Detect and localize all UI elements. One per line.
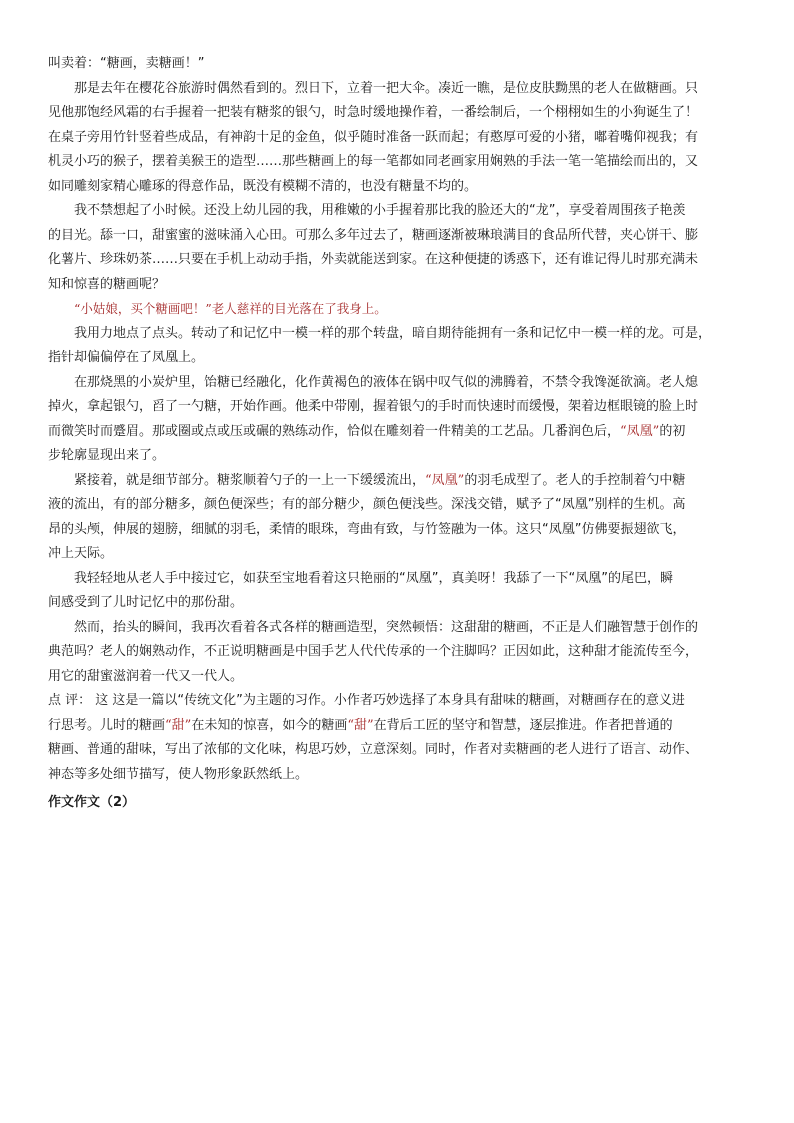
text-line: 步轮廓显现出来了。: [48, 448, 166, 463]
document-page: [48, 52, 754, 816]
commentary-line: 糖画、普通的甜味，写出了浓郁的文化味，构思巧妙，立意深刻。同时，作者对卖糖画的老人进行了语言、动作、: [48, 742, 699, 757]
text-line: 我不禁想起了小时候。还没上幼儿园的我，用稚嫩的小手握着那比我的脸还大的“龙”，享受着周围孩子艳羡: [74, 203, 686, 218]
text-line: 典范吗？老人的娴熟动作，不正说明糖画是中国手艺人代代传承的一个注脚吗？正因如此，这种甜才能流传至今，: [48, 644, 699, 659]
text-line: 那是去年在樱花谷旅游时偶然看到的。烈日下，立着一把大伞。凑近一瞧，是位皮肤黝黑的老人在做糖画。只: [74, 80, 699, 96]
section-heading: 作文作文（2）: [48, 795, 136, 810]
highlight-sweet: “甜”: [347, 717, 374, 733]
text-line: 化薯片、珍珠奶茶……只要在手机上动动手指，外卖就能送到家。在这种便捷的诱惑下，还有谁记得儿时那充满未: [48, 252, 699, 267]
text-line: 如同雕刻家精心雕琢的得意作品，既没有模糊不清的，也没有糖量不均的。: [48, 178, 478, 194]
text-line: 掉火，拿起银勺，舀了一勺糖，开始作画。他柔中带刚，握着银勺的手时而快速时而缓慢，架着边框眼镜的脸上时: [48, 399, 699, 414]
commentary-line: [48, 714, 754, 739]
text-line: 昂的头颅，伸展的翅膀，细腻的羽毛，柔情的眼珠，弯曲有致，与竹签融为一体。这只“凤凰”仿佛要振翅欲飞，: [48, 521, 686, 537]
text-segment: 行思考。儿时的糖画: [48, 717, 166, 733]
text-line: 液的流出，有的部分糖多，颜色便深些；有的部分糖少，颜色便浅些。深浅交错，赋予了“凤凰”别样的生机。高: [48, 497, 686, 512]
text-line: 在桌子旁用竹针竖着些成品，有神韵十足的金鱼，似乎随时准备一跃而起；有憨厚可爱的小猪，嘟着嘴仰视我；有: [48, 129, 699, 145]
text-segment: 而微笑时而蹙眉。那或圈或点或压或碾的熟练动作，恰似在雕刻着一件精美的工艺品。几番润色后，: [48, 423, 621, 439]
highlight-phoenix: “凤凰”: [425, 472, 465, 488]
text-segment: 在未知的惊喜，如今的糖画: [191, 717, 348, 733]
highlight-phoenix: “凤凰”: [620, 423, 660, 439]
text-line: 指针却偏偏停在了凤凰上。: [48, 350, 205, 365]
text-line: [48, 420, 754, 445]
quote-line: “小姑娘，买个糖画吧！”老人慈祥的目光落在了我身上。: [74, 301, 387, 316]
text-segment: 的羽毛成型了。老人的手控制着勺中糖: [464, 472, 686, 488]
text-line: 知和惊喜的糖画呢？: [48, 276, 166, 292]
text-line: 在那烧黑的小炭炉里，饴糖已经融化，化作黄褐色的液体在锅中叹气似的沸腾着，不禁令我馋涎欲滴。老人熄: [74, 374, 699, 390]
text-line: 冲上天际。: [48, 546, 114, 561]
text-segment: 的初: [659, 423, 686, 439]
text-line: 我轻轻地从老人手中接过它，如获至宝地看着这只艳丽的“凤凰”，真美呀！我舔了一下“凤凰”的尾巴，瞬: [74, 570, 673, 586]
text-line: 机灵小巧的猴子，摆着美猴王的造型……那些糖画上的每一笔都如同老画家用娴熟的手法一笔一笔描绘而出的，又: [48, 154, 699, 169]
text-line: 然而，抬头的瞬间，我再次看着各式各样的糖画造型，突然顿悟：这甜甜的糖画，不正是人们融智慧于创作的: [74, 619, 699, 635]
text-line: [48, 469, 754, 494]
text-line: 见他那饱经风霜的右手握着一把装有糖浆的银勺，时急时缓地操作着，一番绘制后，一个栩栩如生的小狗诞生了！: [48, 105, 699, 120]
highlight-sweet: “甜”: [165, 717, 192, 733]
commentary-line: 点 评： 这 这是一篇以“传统文化”为主题的习作。小作者巧妙选择了本身具有甜味的糖画，对糖画存在的意义进: [48, 693, 685, 708]
text-line: 的目光。舔一口，甜蜜蜜的滋味涌入心田。可那么多年过去了，糖画逐渐被琳琅满目的食品所代替，夹心饼干、膨: [48, 227, 699, 243]
text-segment: 在背后工匠的坚守和智慧，逐层推进。作者把普通的: [373, 717, 673, 733]
text-line: 用它的甜蜜滋润着一代又一代人。: [48, 668, 244, 684]
text-line: 叫卖着：“糖画，卖糖画！”: [48, 56, 205, 71]
text-line: 间感受到了儿时记忆中的那份甜。: [48, 595, 244, 610]
text-line: 我用力地点了点头。转动了和记忆中一模一样的那个转盘，暗自期待能拥有一条和记忆中一模一样的龙。可是，: [74, 325, 712, 341]
text-segment: 紧接着，就是细节部分。糖浆顺着勺子的一上一下缓缓流出，: [74, 472, 426, 488]
commentary-line: 神态等多处细节描写，使人物形象跃然纸上。: [48, 766, 309, 782]
